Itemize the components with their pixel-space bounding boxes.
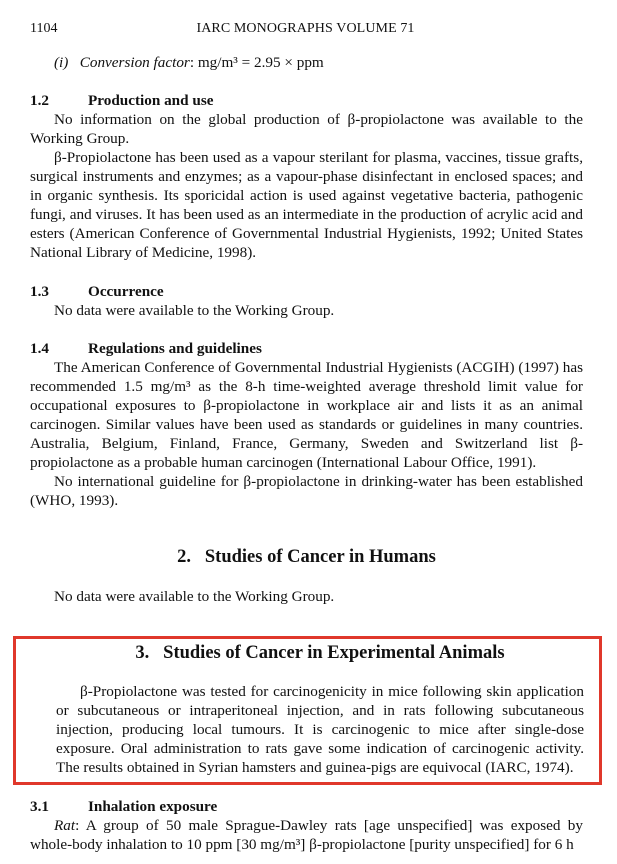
section-heading <box>30 282 583 301</box>
section-title: Regulations and guidelines <box>88 340 262 357</box>
paragraph: β-Propiolactone was tested for carcinogenicity in mice following skin application or subcutaneous or intraperitoneal injection, and in rats following subcutaneous injection, producing local tumours. It is carcinogenic to mice after single-dose exposure. Oral administration to rats gave some indication of carcinogenic activity. The results obtained in Syrian hamsters and guinea-pigs are equivocal (IARC, 1974). <box>56 683 584 776</box>
chapter-2-body <box>30 587 583 606</box>
paragraph: β-Propiolactone has been used as a vapour sterilant for plasma, vaccines, tissue grafts, surgical instruments and enzymes; as a vapour-phase disinfectant in enclosed spaces; and in organic synthesis. Its sporicidal action is used against vegetative bacteria, pathogenic fungi, and viruses. It has been used as an intermediate in the production of acrylic acid and esters (American Conference of Governmental Industrial Hygienists, 1992; United States National Library of Medicine, 1998). <box>30 149 583 261</box>
section-heading <box>30 797 583 816</box>
page-number: 1104 <box>30 21 58 36</box>
volume-title: IARC MONOGRAPHS VOLUME 71 <box>196 21 415 36</box>
conversion-label: Conversion factor <box>79 54 190 71</box>
section-heading <box>30 339 583 358</box>
section-title: Production and use <box>88 92 214 109</box>
chapter-3 <box>56 642 584 664</box>
chapter-title: 3. Studies of Cancer in Experimental Animals <box>135 643 505 663</box>
paragraph: No information on the global production of β-propiolactone was available to the Working Group. <box>30 111 583 147</box>
paragraph: The American Conference of Governmental Industrial Hygienists (ACGIH) (1997) has recommended 1.5 mg/m³ as the 8-h time-weighted average threshold limit value for occupational exposures to β-propiolactone in workplace air and lists it as an animal carcinogen. Similar values have been used as standards or guidelines in many countries. Australia, Belgium, Finland, France, Germany, Sweden and Switzerland list β-propiolactone as a probable human carcinogen (International Labour Office, 1991). <box>30 359 583 471</box>
section-heading <box>30 91 583 110</box>
paragraph: No international guideline for β-propiolactone in drinking-water has been established (WHO, 1993). <box>30 473 583 509</box>
section-3-1 <box>30 797 583 854</box>
conversion-value: : mg/m³ = 2.95 × ppm <box>189 54 324 71</box>
section-1-3 <box>30 282 583 320</box>
chapter-3-summary <box>56 682 584 777</box>
paragraph-text: : A group of 50 male Sprague-Dawley rats [age unspecified] was exposed by whole-body inhalation to 10 ppm [30 mg/m³] β-propiolactone [purity unspecified] for 6 h <box>30 817 583 853</box>
paragraph: No data were available to the Working Group. <box>54 302 335 319</box>
species-label: Rat <box>54 817 76 834</box>
paragraph <box>30 816 583 854</box>
section-number: 3.1 <box>30 798 49 815</box>
section-number: 1.4 <box>30 340 49 357</box>
section-number: 1.3 <box>30 283 49 300</box>
section-title: Occurrence <box>88 283 164 300</box>
section-1-4 <box>30 339 583 510</box>
conversion-factor <box>30 53 583 72</box>
chapter-2 <box>30 546 583 568</box>
section-number: 1.2 <box>30 92 49 109</box>
section-title: Inhalation exposure <box>88 798 218 815</box>
section-1-2 <box>30 91 583 262</box>
conversion-marker: (i) <box>54 54 69 71</box>
chapter-title: 2. Studies of Cancer in Humans <box>177 547 436 567</box>
paragraph: No data were available to the Working Group. <box>54 588 335 605</box>
